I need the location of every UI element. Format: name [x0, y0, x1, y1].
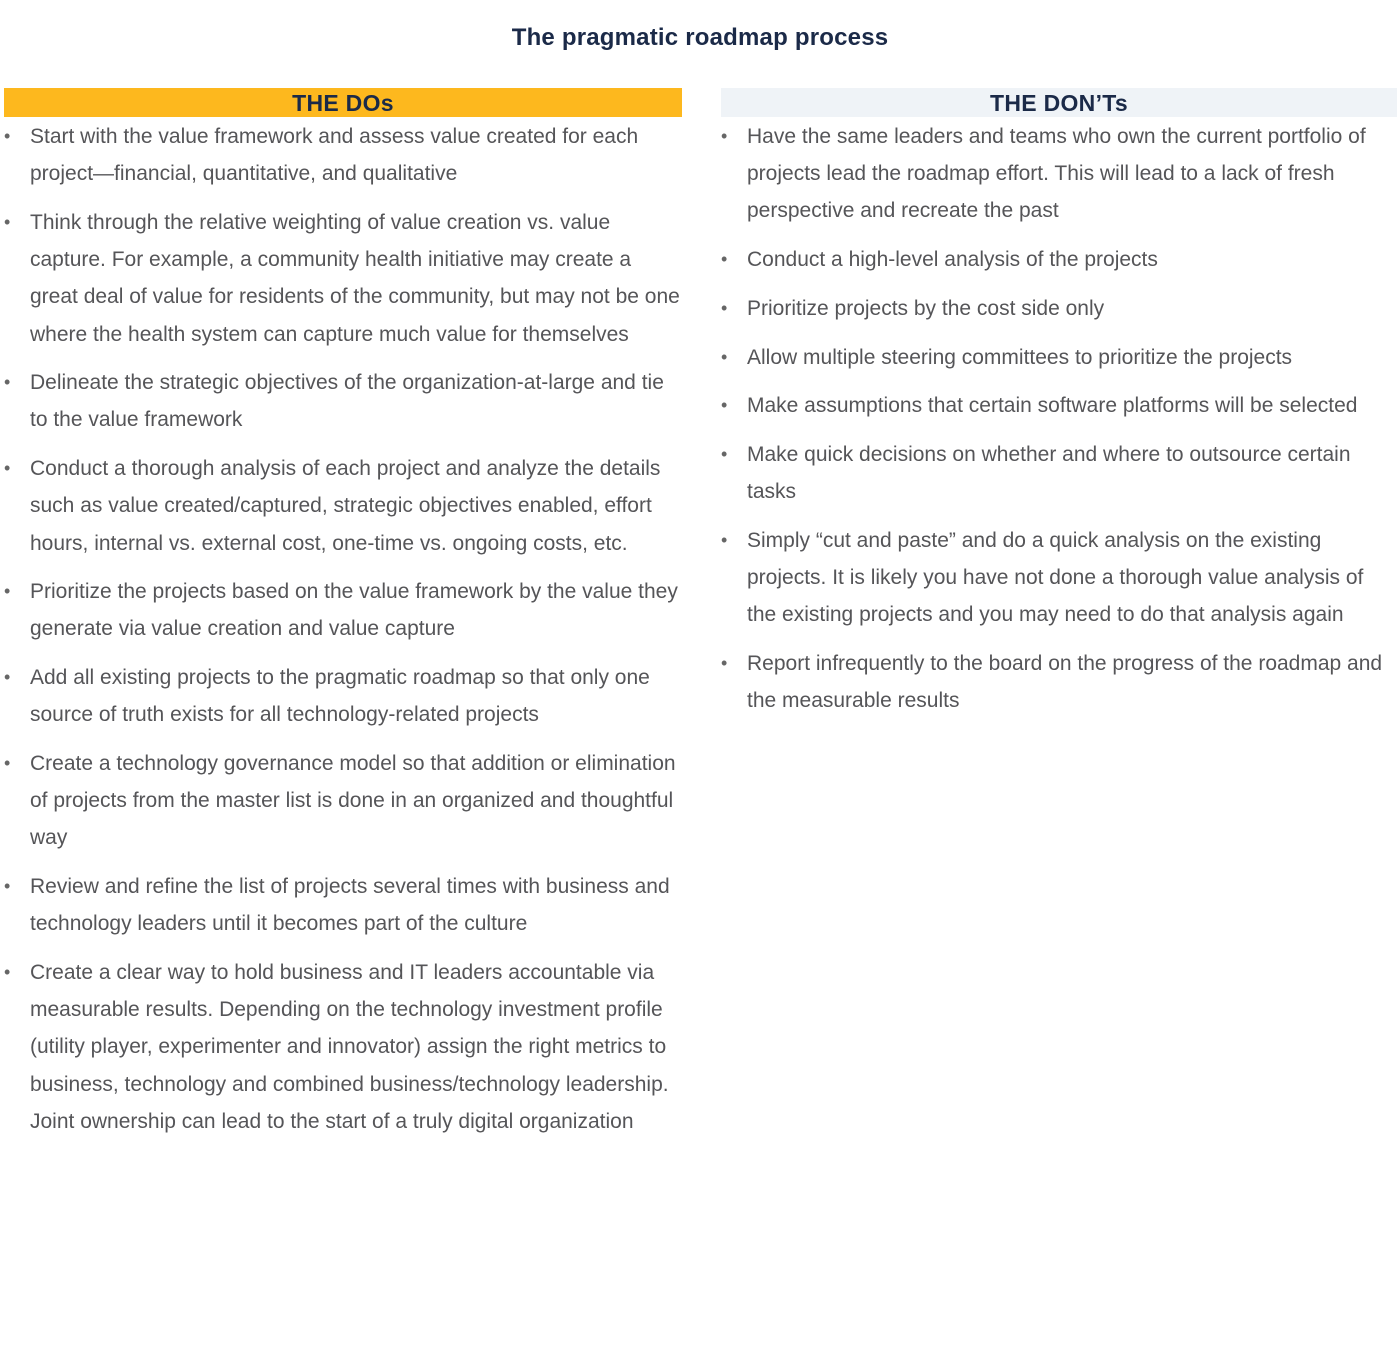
list-item-text: Make quick decisions on whether and where to outsource certain tasks: [747, 442, 1351, 504]
list-item: [4, 954, 682, 1140]
list-item: [721, 436, 1397, 510]
list-item-text: Allow multiple steering committees to prioritize the projects: [747, 345, 1293, 369]
list-item: [721, 339, 1397, 376]
list-item: [4, 659, 682, 733]
bullet-icon: •: [721, 529, 728, 550]
list-item-text: Report infrequently to the board on the progress of the roadmap and the measurable results: [747, 651, 1383, 713]
dos-header: THE DOs: [4, 88, 682, 117]
list-item: [4, 745, 682, 857]
bullet-icon: •: [721, 297, 728, 318]
list-item: [4, 364, 682, 438]
list-item: [4, 450, 682, 562]
list-item-text: Prioritize the projects based on the value framework by the value they generate via value creation and value capture: [30, 580, 678, 641]
donts-header: THE DON’Ts: [721, 88, 1397, 117]
list-item-text: Conduct a thorough analysis of each project and analyze the details such as value created/captured, strategic objectives enabled, effort hours, internal vs. external cost, one-time vs. ongoing costs, etc.: [30, 457, 661, 555]
list-item: [721, 387, 1397, 424]
list-item: [721, 118, 1397, 230]
list-item-text: Simply “cut and paste” and do a quick analysis on the existing projects. It is likely you have not done a thorough value analysis of the existing projects and you may need to do that analysis again: [747, 528, 1364, 627]
bullet-icon: •: [721, 443, 728, 464]
list-item: [4, 573, 682, 647]
list-item: [4, 868, 682, 942]
bullet-icon: •: [4, 372, 11, 393]
list-item: [4, 204, 682, 353]
list-item: [4, 118, 682, 192]
bullet-icon: •: [721, 126, 728, 146]
list-item: [721, 241, 1397, 278]
list-item-text: Review and refine the list of projects several times with business and technology leaders until it becomes part of the culture: [30, 875, 670, 936]
list-item: [721, 645, 1397, 719]
bullet-icon: •: [721, 652, 728, 673]
bullet-icon: •: [721, 249, 728, 270]
bullet-icon: •: [721, 346, 728, 367]
dos-list: [4, 118, 682, 1140]
list-item-text: Conduct a high-level analysis of the projects: [747, 248, 1158, 272]
donts-list: [721, 118, 1397, 719]
bullet-icon: •: [4, 581, 11, 602]
list-item-text: Think through the relative weighting of value creation vs. value capture. For example, a community health initiative may create a great deal of value for residents of the community, but may not be one where the health system can capture much value for themselves: [30, 210, 680, 346]
bullet-icon: •: [4, 458, 11, 479]
dos-column: [4, 88, 682, 1152]
list-item-text: Delineate the strategic objectives of the organization-at-large and tie to the value framework: [30, 371, 664, 432]
list-item-text: Start with the value framework and assess value created for each project—financial, quantitative, and qualitative: [30, 125, 639, 186]
list-item: [721, 522, 1397, 634]
list-item-text: Create a technology governance model so that addition or elimination of projects from the master list is done in an organized and thoughtful way: [30, 752, 676, 850]
list-item-text: Add all existing projects to the pragmatic roadmap so that only one source of truth exists for all technology-related projects: [30, 666, 650, 727]
bullet-icon: •: [4, 211, 11, 232]
bullet-icon: •: [4, 667, 11, 688]
bullet-icon: •: [4, 962, 11, 983]
bullet-icon: •: [721, 395, 728, 416]
list-item-text: Prioritize projects by the cost side only: [747, 296, 1105, 320]
donts-column: [721, 88, 1397, 731]
page-title: The pragmatic roadmap process: [511, 24, 889, 51]
bullet-icon: •: [4, 876, 11, 897]
list-item-text: Make assumptions that certain software platforms will be selected: [747, 394, 1358, 418]
list-item: [721, 290, 1397, 327]
bullet-icon: •: [4, 753, 11, 774]
list-item-text: Create a clear way to hold business and IT leaders accountable via measurable results. Depending on the technology investment profile (utility player, experimenter and innovator) assign the right metrics to business, technology and combined business/technology leadership. Joint ownership can lead to the start of a truly digital organization: [30, 961, 669, 1133]
bullet-icon: •: [4, 126, 11, 146]
list-item-text: Have the same leaders and teams who own the current portfolio of projects lead the roadmap effort. This will lead to a lack of fresh perspective and recreate the past: [747, 125, 1366, 223]
